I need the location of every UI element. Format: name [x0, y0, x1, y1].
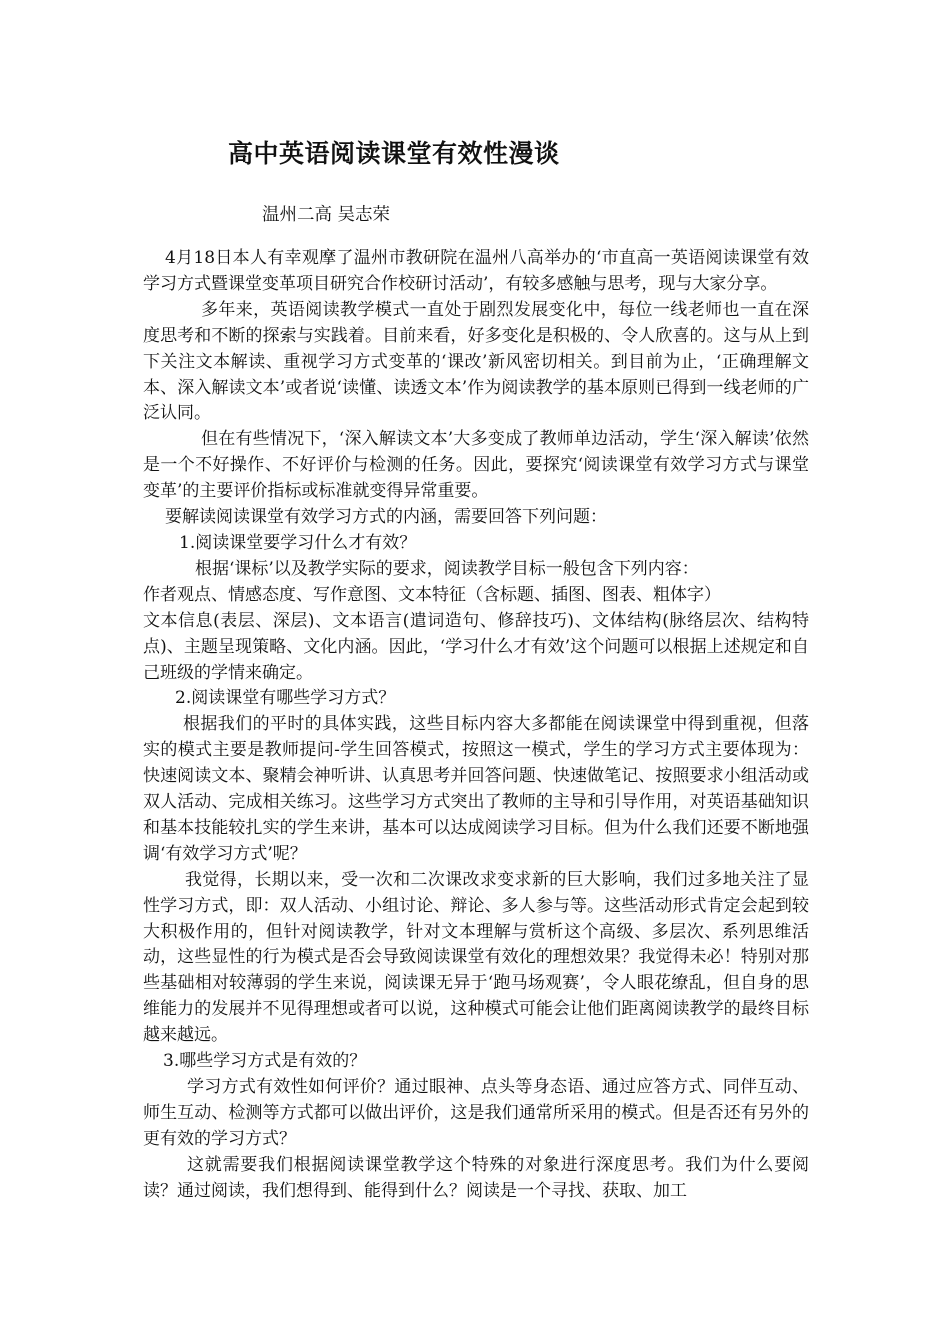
paragraph: 我觉得，长期以来，受一次和二次课改求变求新的巨大影响，我们过多地关注了显性学习方式，即：双人活动、小组讨论、辩论、多人参与等。这些活动形式肯定会起到较大积极作用的，但针对阅读教学，针对文本理解与赏析这个高级、多层次、系列思维活动，这些显性的行为模式是否会导致阅读课堂有效化的理想效果？我觉得未必！特别对那些基础相对较薄弱的学生来说，阅读课无异于‘跑马场观赛’，令人眼花缭乱，但自身的思维能力的发展并不见得理想或者可以说，这种模式可能会让他们距离阅读教学的最终目标越来越远。 — [143, 869, 809, 1046]
paragraph: 文本信息(表层、深层)、文本语言(遣词造句、修辞技巧)、文体结构(脉络层次、结构特点)、主题呈现策略、文化内涵。因此，‘学习什么才有效’这个问题可以根据上述规定和自己班级的学情来确定。 — [143, 610, 809, 683]
paragraph: 根据我们的平时的具体实践，这些目标内容大多都能在阅读课堂中得到重视，但落实的模式主要是教师提问-学生回答模式，按照这一模式，学生的学习方式主要体现为：快速阅读文本、聚精会神听讲、认真思考并回答问题、快速做笔记、按照要求小组活动或双人活动、完成相关练习。这些学习方式突出了教师的主导和引导作用，对英语基础知识和基本技能较扎实的学生来讲，基本可以达成阅读学习目标。但为什么我们还要不断地强调‘有效学习方式’呢？ — [143, 714, 809, 864]
section-heading: 1.阅读课堂要学习什么才有效？ — [179, 532, 417, 553]
section-heading: 3.哪些学习方式是有效的？ — [163, 1051, 367, 1072]
paragraph: 根据‘课标’以及教学实际的要求，阅读教学目标一般包含下列内容： — [195, 558, 699, 579]
document-body — [143, 246, 809, 1205]
paragraph: 但在有些情况下，‘深入解读文本’大多变成了教师单边活动，学生‘深入解读’依然是一个不好操作、不好评价与检测的任务。因此，要探究‘阅读课堂有效学习方式与课堂变革’的主要评价指标或标准就变得异常重要。 — [143, 429, 809, 502]
paragraph: 这就需要我们根据阅读课堂教学这个特殊的对象进行深度思考。我们为什么要阅读？通过阅读，我们想得到、能得到什么？阅读是一个寻找、获取、加工 — [143, 1154, 809, 1201]
paragraph: 4月18日本人有幸观摩了温州市教研院在温州八高举办的‘市直高一英语阅读课堂有效学习方式暨课堂变革项目研究合作校研讨活动’，有较多感触与思考，现与大家分享。 — [143, 248, 809, 294]
paragraph: 作者观点、情感态度、写作意图、文本特征（含标题、插图、图表、粗体字） — [143, 584, 721, 605]
paragraph: 学习方式有效性如何评价？通过眼神、点头等身态语、通过应答方式、同伴互动、师生互动、检测等方式都可以做出评价，这是我们通常所采用的模式。但是否还有另外的更有效的学习方式？ — [143, 1077, 809, 1149]
page-title: 高中英语阅读课堂有效性漫谈 — [228, 139, 560, 168]
paragraph: 要解读阅读课堂有效学习方式的内涵，需要回答下列问题： — [165, 507, 607, 528]
section-heading: 2.阅读课堂有哪些学习方式？ — [175, 688, 396, 709]
author-byline: 温州二高 吴志荣 — [262, 205, 391, 225]
paragraph: 多年来，英语阅读教学模式一直处于剧烈发展变化中，每位一线老师也一直在深度思考和不断的探索与实践着。目前来看，好多变化是积极的、令人欣喜的。这与从上到下关注文本解读、重视学习方式变革的‘课改’新风密切相关。到目前为止，‘正确理解文本、深入解读文本’或者说‘读懂、读透文本’作为阅读教学的基本原则已得到一线老师的广泛认同。 — [143, 299, 809, 424]
